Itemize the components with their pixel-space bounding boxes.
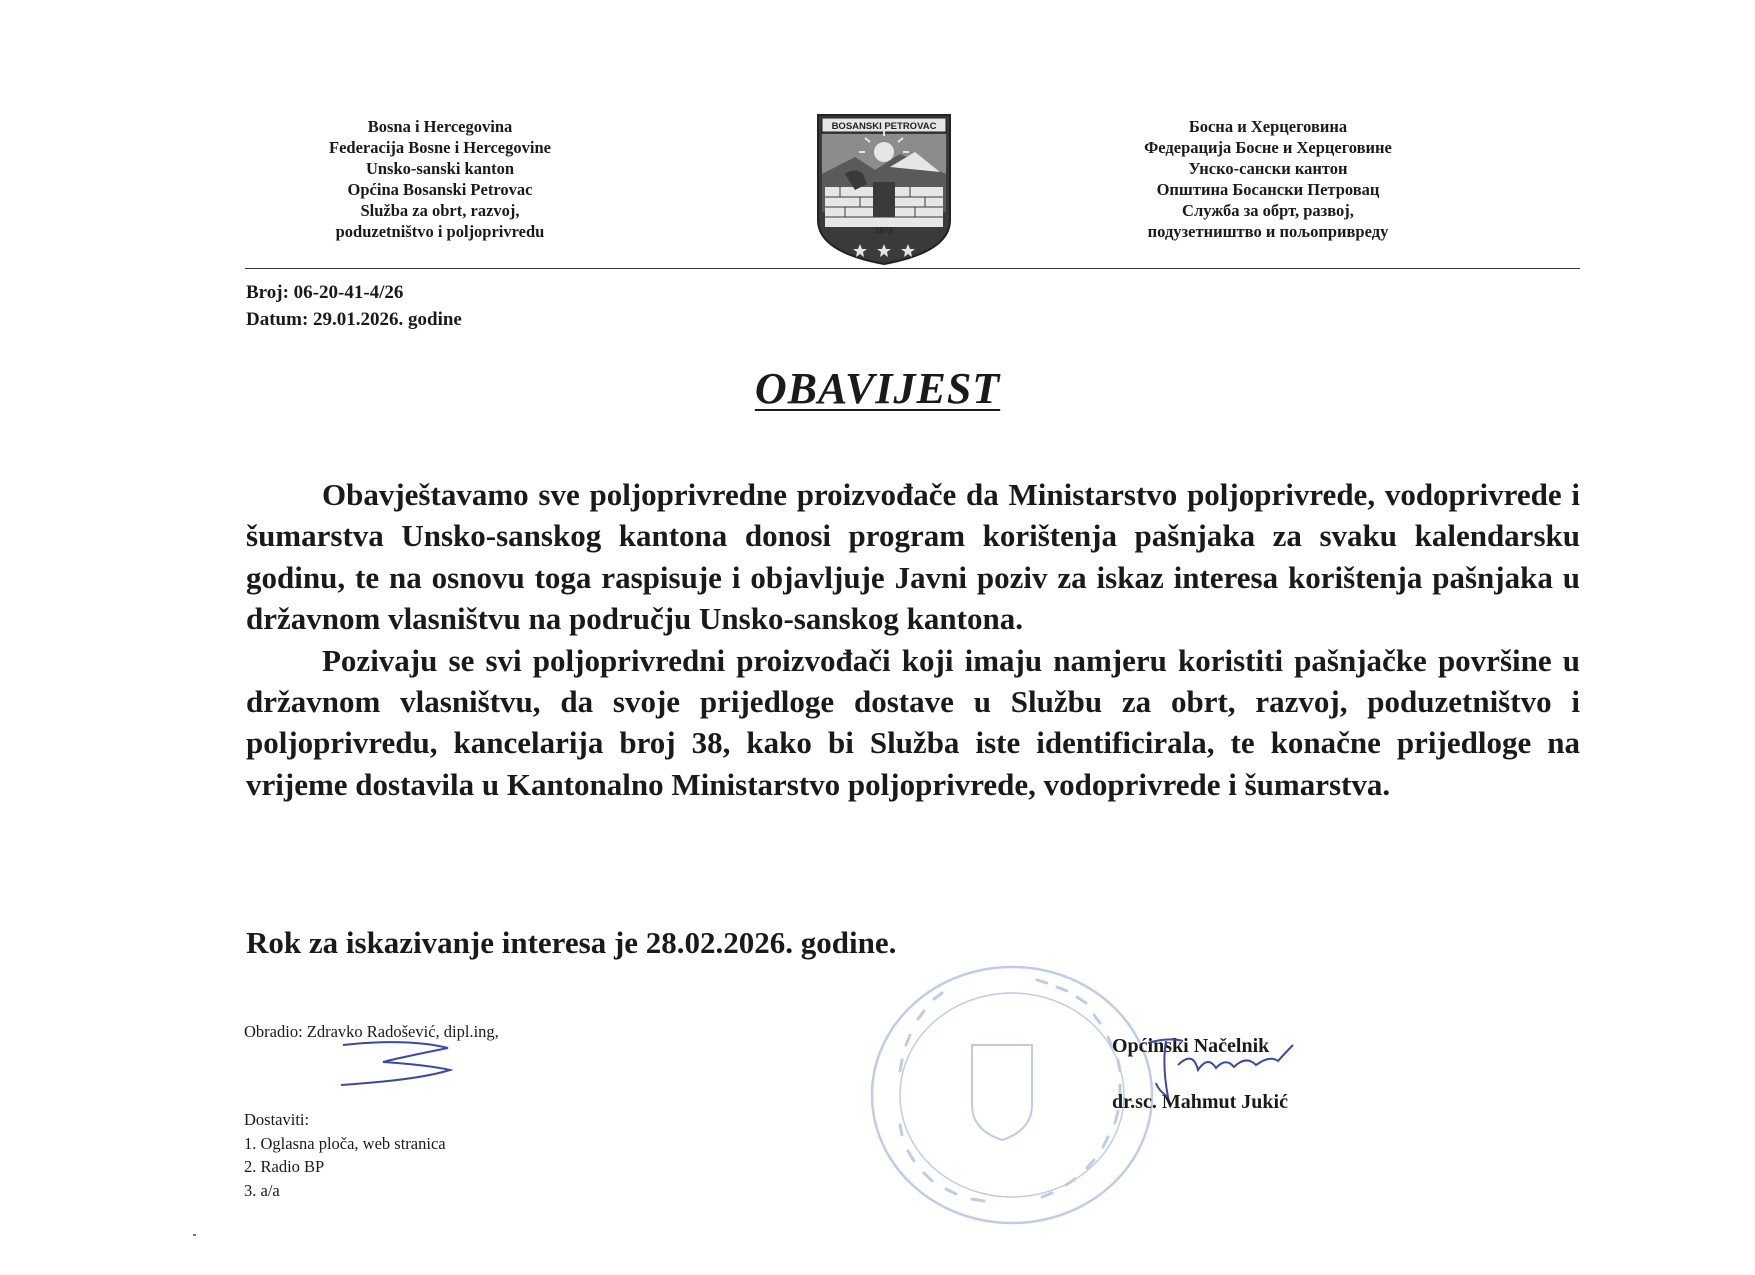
header-latin-line: Služba za obrt, razvoj, xyxy=(360,201,520,220)
mayor-signature-icon xyxy=(1138,1035,1298,1105)
signatory-name: dr.sc. Mahmut Jukić xyxy=(1112,1091,1288,1113)
recipient-item: 1. Oglasna ploča, web stranica xyxy=(244,1133,446,1153)
recipient-item: 2. Radio BP xyxy=(244,1157,325,1176)
header-latin-line: poduzetništvo i poljoprivredu xyxy=(335,222,545,241)
header-cyrillic-line: Федерација Босне и Херцеговине xyxy=(1144,138,1392,157)
recipients-heading: Dostaviti: xyxy=(244,1110,310,1129)
body-paragraph: Obavještavamo sve poljoprivredne proizvođače da Ministarstvo poljoprivrede, vodoprivrede i šumarstva Unsko-sanskog kantona donosi program korištenja pašnjaka za svaku kalendarsku godinu, te na osnovu toga raspisuje i objavljuje Javni poziv za iskaz interesa korištenja pašnjaka u državnom vlasništvu na području Unsko-sanskog kantona. xyxy=(246,477,1580,637)
header-cyrillic-line: подузетништво и пољопривреду xyxy=(1147,222,1389,241)
document-title xyxy=(0,363,1755,414)
header-cyrillic-line: Општина Босански Петровац xyxy=(1156,180,1380,199)
header-cyrillic-line: Босна и Херцеговина xyxy=(1188,117,1348,136)
deadline-notice: Rok za iskazivanje interesa je 28.02.2026. godine. xyxy=(246,925,897,960)
header-latin-line: Unsko-sanski kanton xyxy=(365,159,515,178)
recipient-item: 3. a/a xyxy=(244,1180,280,1200)
document-body xyxy=(246,474,1580,805)
header-cyrillic xyxy=(1078,116,1458,242)
document-title-text: OBAVIJEST xyxy=(754,364,1001,413)
prepared-by: Obradio: Zdravko Radošević, dipl.ing, xyxy=(244,1022,499,1041)
crest-year: 1878 xyxy=(875,226,893,235)
municipality-crest-icon xyxy=(815,112,953,267)
header-cyrillic-line: Унско-сански кантон xyxy=(1188,159,1348,178)
signatory-title: Općinski Načelnik xyxy=(1112,1035,1270,1057)
recipients-list xyxy=(244,1108,446,1202)
header-latin-line: Bosna i Hercegovina xyxy=(367,117,513,136)
header-divider xyxy=(245,268,1580,269)
scan-speck xyxy=(193,1234,196,1236)
crest-banner: BOSANSKI PETROVAC xyxy=(831,121,937,132)
document-date: Datum: 29.01.2026. godine xyxy=(246,309,462,330)
document-meta xyxy=(246,279,462,333)
document-number: Broj: 06-20-41-4/26 xyxy=(246,282,404,303)
body-paragraph: Pozivaju se svi poljoprivredni proizvođači koji imaju namjeru koristiti pašnjačke površine u državnom vlasništvu, da svoje prijedloge dostave u Službu za obrt, razvoj, poduzetništvo i poljoprivredu, kancelarija broj 38, kako bi Služba iste identificirala, te konačne prijedloge na vrijeme dostavila u Kantonalno Ministarstvo poljoprivrede, vodoprivrede i šumarstva. xyxy=(246,642,1580,802)
header-latin xyxy=(260,116,620,242)
header-cyrillic-line: Служба за обрт, развој, xyxy=(1182,201,1354,220)
header-latin-line: Općina Bosanski Petrovac xyxy=(347,180,533,199)
header-latin-line: Federacija Bosne i Hercegovine xyxy=(329,138,551,157)
preparer-signature-icon xyxy=(338,1040,468,1090)
